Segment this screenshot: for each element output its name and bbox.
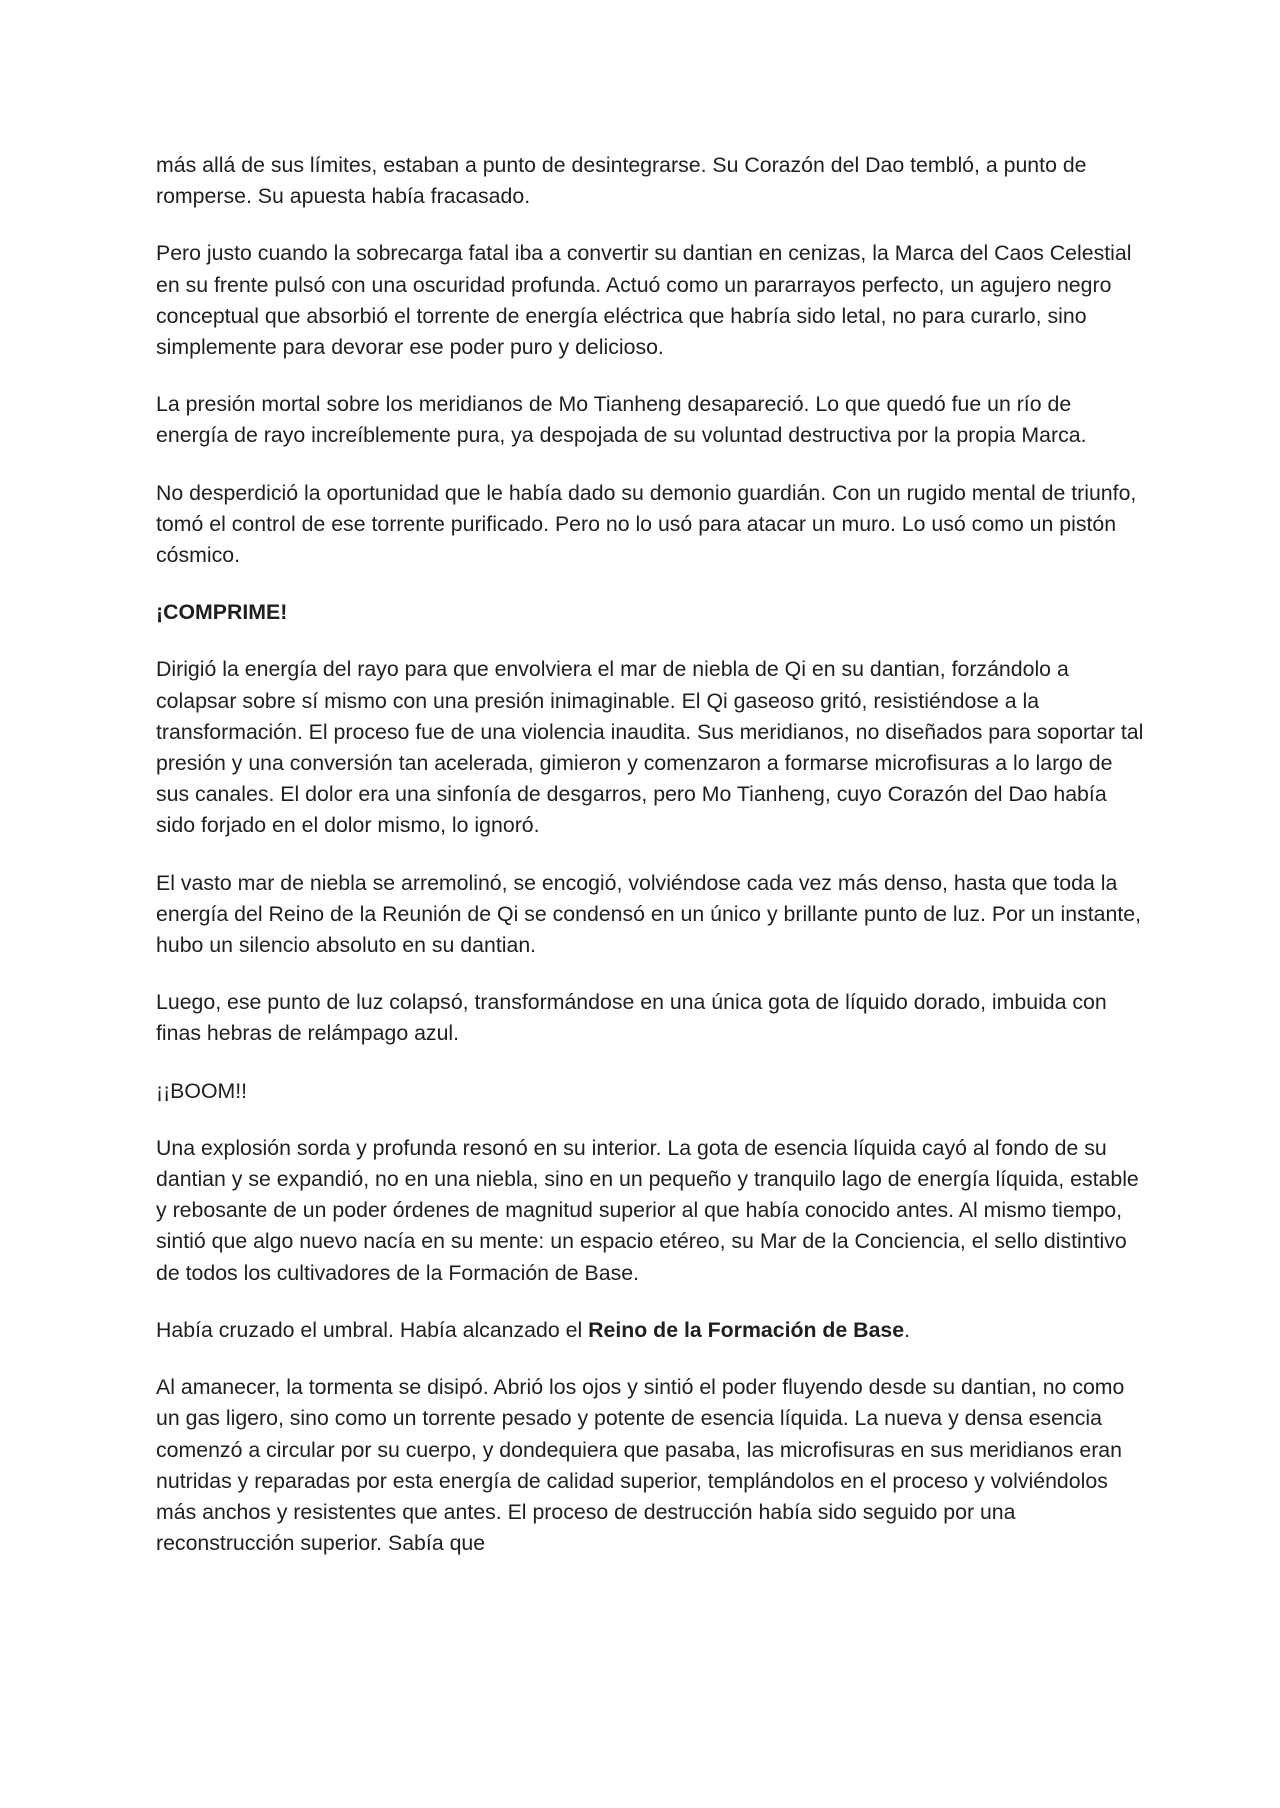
paragraph-6: Dirigió la energía del rayo para que envolviera el mar de niebla de Qi en su dantian, forzándolo a colapsar sobre sí mismo con una presión inimaginable. El Qi gaseoso gritó, resistiéndose a la transformación. El proceso fue de una violencia inaudita. Sus meridianos, no diseñados para soportar tal presión y una conversión tan acelerada, gimieron y comenzaron a formarse microfisuras a lo largo de sus canales. El dolor era una sinfonía de desgarros, pero Mo Tianheng, cuyo Corazón del Dao había sido forjado en el dolor mismo, lo ignoró.	[156, 657, 1144, 838]
paragraph-10: Una explosión sorda y profunda resonó en su interior. La gota de esencia líquida cayó al fondo de su dantian y se expandió, no en una niebla, sino en un pequeño y tranquilo lago de energía líquida, estable y rebosante de un poder órdenes de magnitud superior al que había conocido antes. Al mismo tiempo, sintió que algo nuevo nacía en su mente: un espacio etéreo, su Mar de la Conciencia, el sello distintivo de todos los cultivadores de la Formación de Base.	[156, 1135, 1139, 1285]
paragraph-11-before: Había cruzado el umbral. Había alcanzado el	[156, 1317, 589, 1342]
paragraph-1: más allá de sus límites, estaban a punto de desintegrarse. Su Corazón del Dao tembló, a punto de romperse. Su apuesta había fracasado.	[156, 153, 1087, 209]
paragraph-12: Al amanecer, la tormenta se disipó. Abrió los ojos y sintió el poder fluyendo desde su dantian, no como un gas ligero, sino como un torrente pesado y potente de esencia líquida. La nueva y densa esencia comenzó a circular por su cuerpo, y dondequiera que pasaba, las microfisuras en sus meridianos eran nutridas y reparadas por esta energía de calidad superior, templándolos en el proceso y volviéndolos más anchos y resistentes que antes. El proceso de destrucción había sido seguido por una reconstrucción superior. Sabía que	[156, 1375, 1125, 1556]
paragraph-4: No desperdició la oportunidad que le había dado su demonio guardián. Con un rugido mental de triunfo, tomó el control de ese torrente purificado. Pero no lo usó para atacar un muro. Lo usó como un pistón cósmico.	[156, 480, 1137, 568]
paragraph-3: La presión mortal sobre los meridianos de Mo Tianheng desapareció. Lo que quedó fue un río de energía de rayo increíblemente pura, ya despojada de su voluntad destructiva por la propia Marca.	[156, 392, 1087, 448]
document-page	[156, 150, 1146, 1585]
paragraph-8: Luego, ese punto de luz colapsó, transformándose en una única gota de líquido dorado, imbuida con finas hebras de relámpago azul.	[156, 990, 1107, 1046]
bold-exclamation: ¡COMPRIME!	[156, 600, 288, 625]
paragraph-11-after: .	[904, 1317, 911, 1342]
paragraph-5-heading	[156, 597, 1146, 628]
paragraph-11	[156, 1315, 1146, 1346]
paragraph-11-bold: Reino de la Formación de Base	[588, 1317, 905, 1342]
paragraph-9: ¡¡BOOM!!	[156, 1078, 248, 1103]
paragraph-2: Pero justo cuando la sobrecarga fatal iba a convertir su dantian en cenizas, la Marca del Caos Celestial en su frente pulsó con una oscuridad profunda. Actuó como un pararrayos perfecto, un agujero negro conceptual que absorbió el torrente de energía eléctrica que habría sido letal, no para curarlo, sino simplemente para devorar ese poder puro y delicioso.	[156, 241, 1132, 360]
paragraph-7: El vasto mar de niebla se arremolinó, se encogió, volviéndose cada vez más denso, hasta que toda la energía del Reino de la Reunión de Qi se condensó en un único y brillante punto de luz. Por un instante, hubo un silencio absoluto en su dantian.	[156, 870, 1142, 958]
